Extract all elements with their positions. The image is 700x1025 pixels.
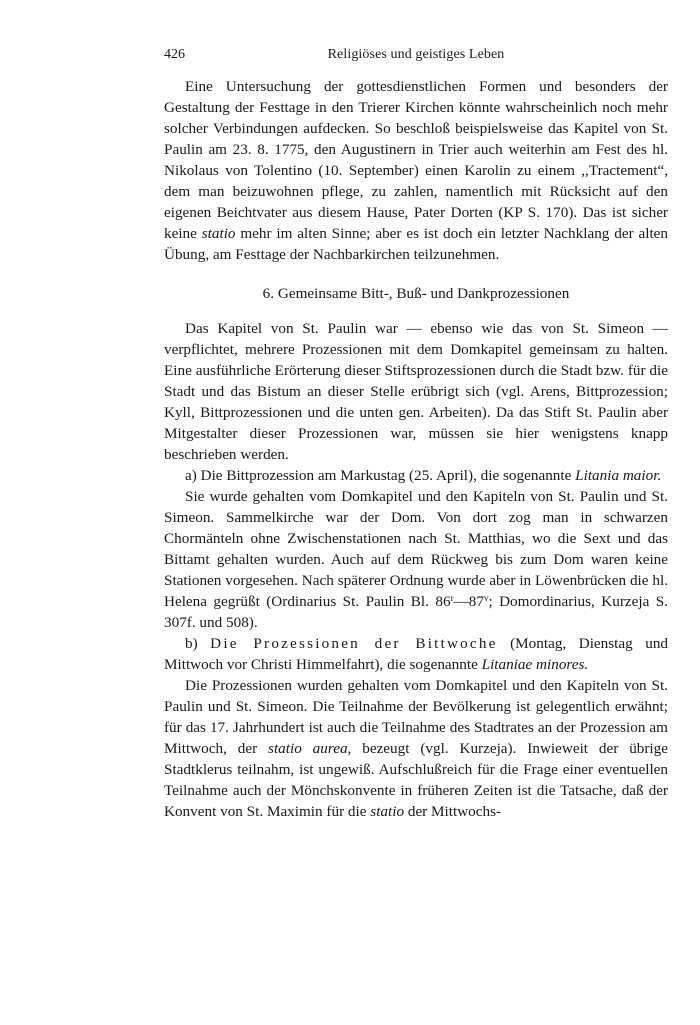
text-span: b)	[185, 635, 211, 652]
text-span: a) Die Bittprozession am Markustag (25. April), die sogenannte	[185, 467, 576, 484]
text-span: Eine Untersuchung der gottesdienstlichen Formen und besonders der Gestaltung der Festtage in den Trierer Kirchen könnte wahrscheinlich noch mehr solcher Verbindungen aufdecken. So beschloß beispielsweise das Kapitel von St. Paulin am 23. 8. 1775, den Augustinern in Trier auch weiterhin am Fest des hl. Nikolaus von Tolentino (10. September) einen Karolin zu einem ,,Tractement“, dem man beizuwohnen pflege, zu zahlen, namentlich mit Rücksicht auf den eigenen Beichtvater aus diesem Hause, Pater Dorten (KP S. 170). Das ist sicher keine	[164, 78, 668, 242]
paragraph-domkapitel	[164, 486, 668, 633]
text-span: —87	[453, 593, 484, 610]
page-number: 426	[164, 47, 185, 62]
paragraph-kapitel: Das Kapitel von St. Paulin war — ebenso wie das von St. Simeon — verpflichtet, mehrere Prozessionen mit dem Domkapitel gemeinsam zu halten. Eine ausführliche Erörterung dieser Stiftsprozessionen durch die Stadt bzw. für die Stadt und das Bistum an dieser Stelle erübrigt sich (vgl. Arens, Bittprozession; Kyll, Bittprozessionen und die unten gen. Arbeiten). Da das Stift St. Paulin aber Mitgestalter dieser Prozessionen war, müssen sie hier wenigstens knapp beschrieben werden.	[164, 320, 668, 463]
text-span: (Montag, Dienstag und Mittwoch vor Christi Himmelfahrt), die sogenannte	[164, 635, 669, 673]
running-title: Religiöses und geistiges Leben	[327, 47, 505, 62]
text-span: , bezeugt (vgl. Kurzeja). Inwieweit der übrige Stadtklerus teilnahm, ist ungewiß. Aufschlußreich für die Frage einer eventuellen Teilnahme auch der Mönchskonvente in früheren Zeiten ist die Tatsache, daß der Konvent von St. Maximin für die	[164, 740, 668, 820]
text-span: Sie wurde gehalten vom Domkapitel und den Kapiteln von St. Paulin und St. Simeon. Sammelkirche war der Dom. Von dort zog man in schwarzen Chormänteln ohne Zwischenstationen nach St. Matthias, wo die Sext und das Bittamt gehalten wurden. Auch auf dem Rückweg bis zum Dom waren keine Stationen vorgesehen. Nach späterer Ordnung wurde aber in Löwenbrücken die hl. Helena gegrüßt (Ordinarius St. Paulin Bl. 86	[164, 488, 668, 610]
text-span: Die Prozessionen wurden gehalten vom Domkapitel und den Kapiteln von St. Paulin und St. Simeon. Die Teilnahme der Bevölkerung ist gelegentlich erwähnt; für das 17. Jahrhundert ist auch die Teilnahme des Stadtrates an der Prozession am Mittwoch, der	[164, 677, 668, 757]
superscript: v	[483, 593, 489, 603]
italic-term: Litaniae minores.	[481, 656, 589, 673]
paragraph-markustag	[164, 465, 668, 486]
italic-term: statio	[201, 225, 236, 242]
italic-term: statio	[370, 803, 405, 820]
page-header	[164, 44, 668, 65]
book-page	[164, 44, 668, 822]
paragraph-untersuchung	[164, 76, 668, 265]
superscript: r	[450, 593, 454, 603]
paragraph-prozessionen	[164, 675, 668, 822]
text-span: der Mittwochs-	[404, 803, 502, 820]
spaced-heading: Die Prozessionen der Bittwoche	[210, 635, 498, 652]
italic-term: Litania maior.	[575, 467, 662, 484]
text-span: mehr im alten Sinne; aber es ist doch ein letzter Nachklang der alten Übung, am Festtage der Nachbarkirchen teilzunehmen.	[164, 225, 668, 263]
italic-term: statio aurea	[268, 740, 348, 757]
paragraph-bittwoche	[164, 633, 668, 675]
text-span: ; Domordinarius, Kurzeja S. 307f. und 508).	[164, 593, 668, 631]
section-heading: 6. Gemeinsame Bitt-, Buß- und Dankprozessionen	[262, 285, 570, 302]
